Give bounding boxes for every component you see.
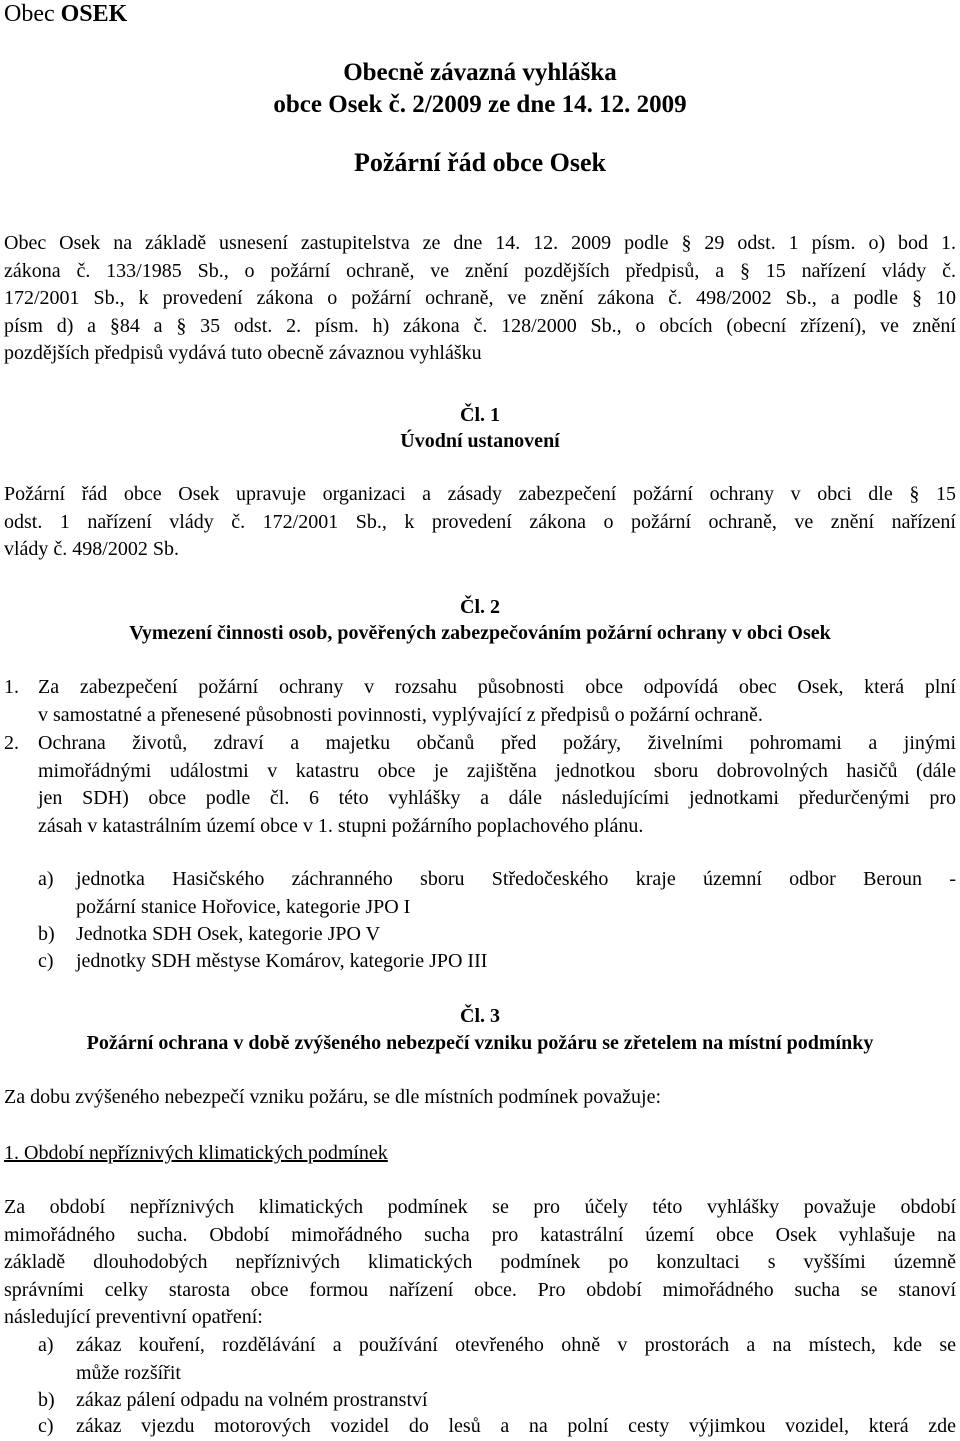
article-2-number: Čl. 2: [460, 596, 500, 618]
article-3-intro: Za dobu zvýšeného nebezpečí vzniku požáru, se dle místních podmínek považuje:: [4, 1086, 662, 1108]
article-3-text: [4, 1194, 956, 1332]
preamble-line: 172/2001 Sb., k provedení zákona o požární ochraně, ve znění zákona č. 498/2002 Sb., a podle § 10: [4, 287, 956, 309]
article-3-number: Čl. 3: [460, 1005, 500, 1027]
header-name: OSEK: [60, 1, 128, 27]
article-3-line: následující preventivní opatření:: [4, 1306, 263, 1328]
article-3-line: základě dlouhodobých nepříznivých klimatických podmínek po konzultaci s vyššími územně: [4, 1251, 956, 1273]
paragraph-line: v samostatné a přenesené působnosti povinnosti, vyplývající z předpisů o požární ochraně.: [38, 703, 763, 726]
list-item-line: může rozšířit: [76, 1361, 181, 1384]
list-item-marker: c): [38, 950, 54, 972]
unit-item-b: [76, 921, 956, 949]
title-line-2: obce Osek č. 2/2009 ze dne 14. 12. 2009: [273, 91, 687, 118]
list-item-marker: a): [38, 1334, 54, 1356]
article-3-heading: Požární ochrana v době zvýšeného nebezpečí vzniku požáru se zřetelem na místní podmínky: [86, 1032, 874, 1054]
list-item-marker: c): [38, 1415, 54, 1437]
header-prefix: Obec: [4, 1, 55, 27]
preamble-line: zákona č. 133/1985 Sb., o požární ochraně, ve znění pozdějších předpisů, a § 15 nařízení vlády č.: [4, 259, 956, 282]
article-1-text: [4, 481, 956, 564]
article-3-line: mimořádného sucha. Období mimořádného sucha pro katastrální území obce Osek vyhlašuje na: [4, 1223, 956, 1246]
article-3-line: správními celky starosta obce formou nařízení obce. Pro období mimořádného sucha se stanoví: [4, 1278, 956, 1301]
article-3-subheading: 1. Období nepříznivých klimatických podmínek: [4, 1142, 388, 1164]
article-2-heading: Vymezení činnosti osob, pověřených zabezpečováním požární ochrany v obci Osek: [129, 622, 831, 644]
list-item-line: zákaz vjezdu motorových vozidel do lesů a na polní cesty výjimkou vozidel, která zde: [76, 1415, 956, 1437]
article-3-line: Za období nepříznivých klimatických podmínek se pro účely této vyhlášky považuje období: [4, 1196, 956, 1218]
article-1-line: Požární řád obce Osek upravuje organizaci a zásady zabezpečení požární ochrany v obci dle § 15: [4, 483, 956, 505]
paragraph-number: 1.: [4, 676, 19, 698]
paragraph-line: jen SDH) obce podle čl. 6 této vyhlášky a dále následujícími jednotkami předurčenými pro: [38, 787, 956, 809]
article-1-line: vlády č. 498/2002 Sb.: [4, 538, 179, 560]
article-1-line: odst. 1 nařízení vlády č. 172/2001 Sb., k provedení zákona o požární ochraně, ve znění nařízení: [4, 510, 956, 533]
title-line-3: Požární řád obce Osek: [353, 148, 607, 177]
preamble-line: písm d) a §84 a § 35 odst. 2. písm. h) zákona č. 128/2000 Sb., o obcích (obecní zřízení), ve znění: [4, 314, 956, 337]
list-item-line: požární stanice Hořovice, kategorie JPO I: [76, 895, 411, 918]
paragraph-line: Za zabezpečení požární ochrany v rozsahu působnosti obce odpovídá obec Osek, která plní: [38, 676, 956, 698]
list-item-line: zákaz pálení odpadu na volném prostranství: [76, 1389, 428, 1411]
list-item-marker: b): [38, 923, 55, 945]
preamble-line: pozdějších předpisů vydává tuto obecně závaznou vyhlášku: [4, 342, 482, 364]
measure-item-a: [76, 1332, 956, 1387]
page-header: [4, 0, 127, 28]
list-item-line: zákaz kouření, rozdělávání a používání otevřeného ohně v prostorách a na místech, kde se: [76, 1334, 956, 1356]
title-line-1: Obecně závazná vyhláška: [343, 59, 617, 86]
preamble: [4, 230, 956, 368]
article-2-paragraph-2: [38, 730, 956, 840]
measure-item-b: [76, 1387, 956, 1415]
list-item-marker: a): [38, 868, 54, 890]
article-1-number: Čl. 1: [460, 404, 500, 426]
list-item-line: jednotka Hasičského záchranného sboru Středočeského kraje územní odbor Beroun -: [76, 868, 956, 890]
paragraph-line: Ochrana životů, zdraví a majetku občanů před požáry, živelními pohromami a jinými: [38, 732, 956, 754]
measure-item-c: [76, 1413, 956, 1441]
article-2-paragraph-1: [38, 674, 956, 729]
list-item-line: jednotky SDH městyse Komárov, kategorie JPO III: [76, 950, 488, 972]
paragraph-line: zásah v katastrálním území obce v 1. stupni požárního poplachového plánu.: [38, 814, 644, 837]
article-1-heading: Úvodní ustanovení: [400, 430, 560, 452]
paragraph-number: 2.: [4, 732, 19, 754]
unit-item-a: [76, 866, 956, 921]
preamble-line: Obec Osek na základě usnesení zastupitelstva ze dne 14. 12. 2009 podle § 29 odst. 1 písm. o) bod 1.: [4, 232, 956, 254]
paragraph-line: mimořádnými událostmi v katastru obce je zajištěna jednotkou sboru dobrovolných hasičů (dále: [38, 759, 956, 782]
unit-item-c: [76, 948, 956, 976]
list-item-line: Jednotka SDH Osek, kategorie JPO V: [76, 923, 381, 945]
list-item-marker: b): [38, 1389, 55, 1411]
